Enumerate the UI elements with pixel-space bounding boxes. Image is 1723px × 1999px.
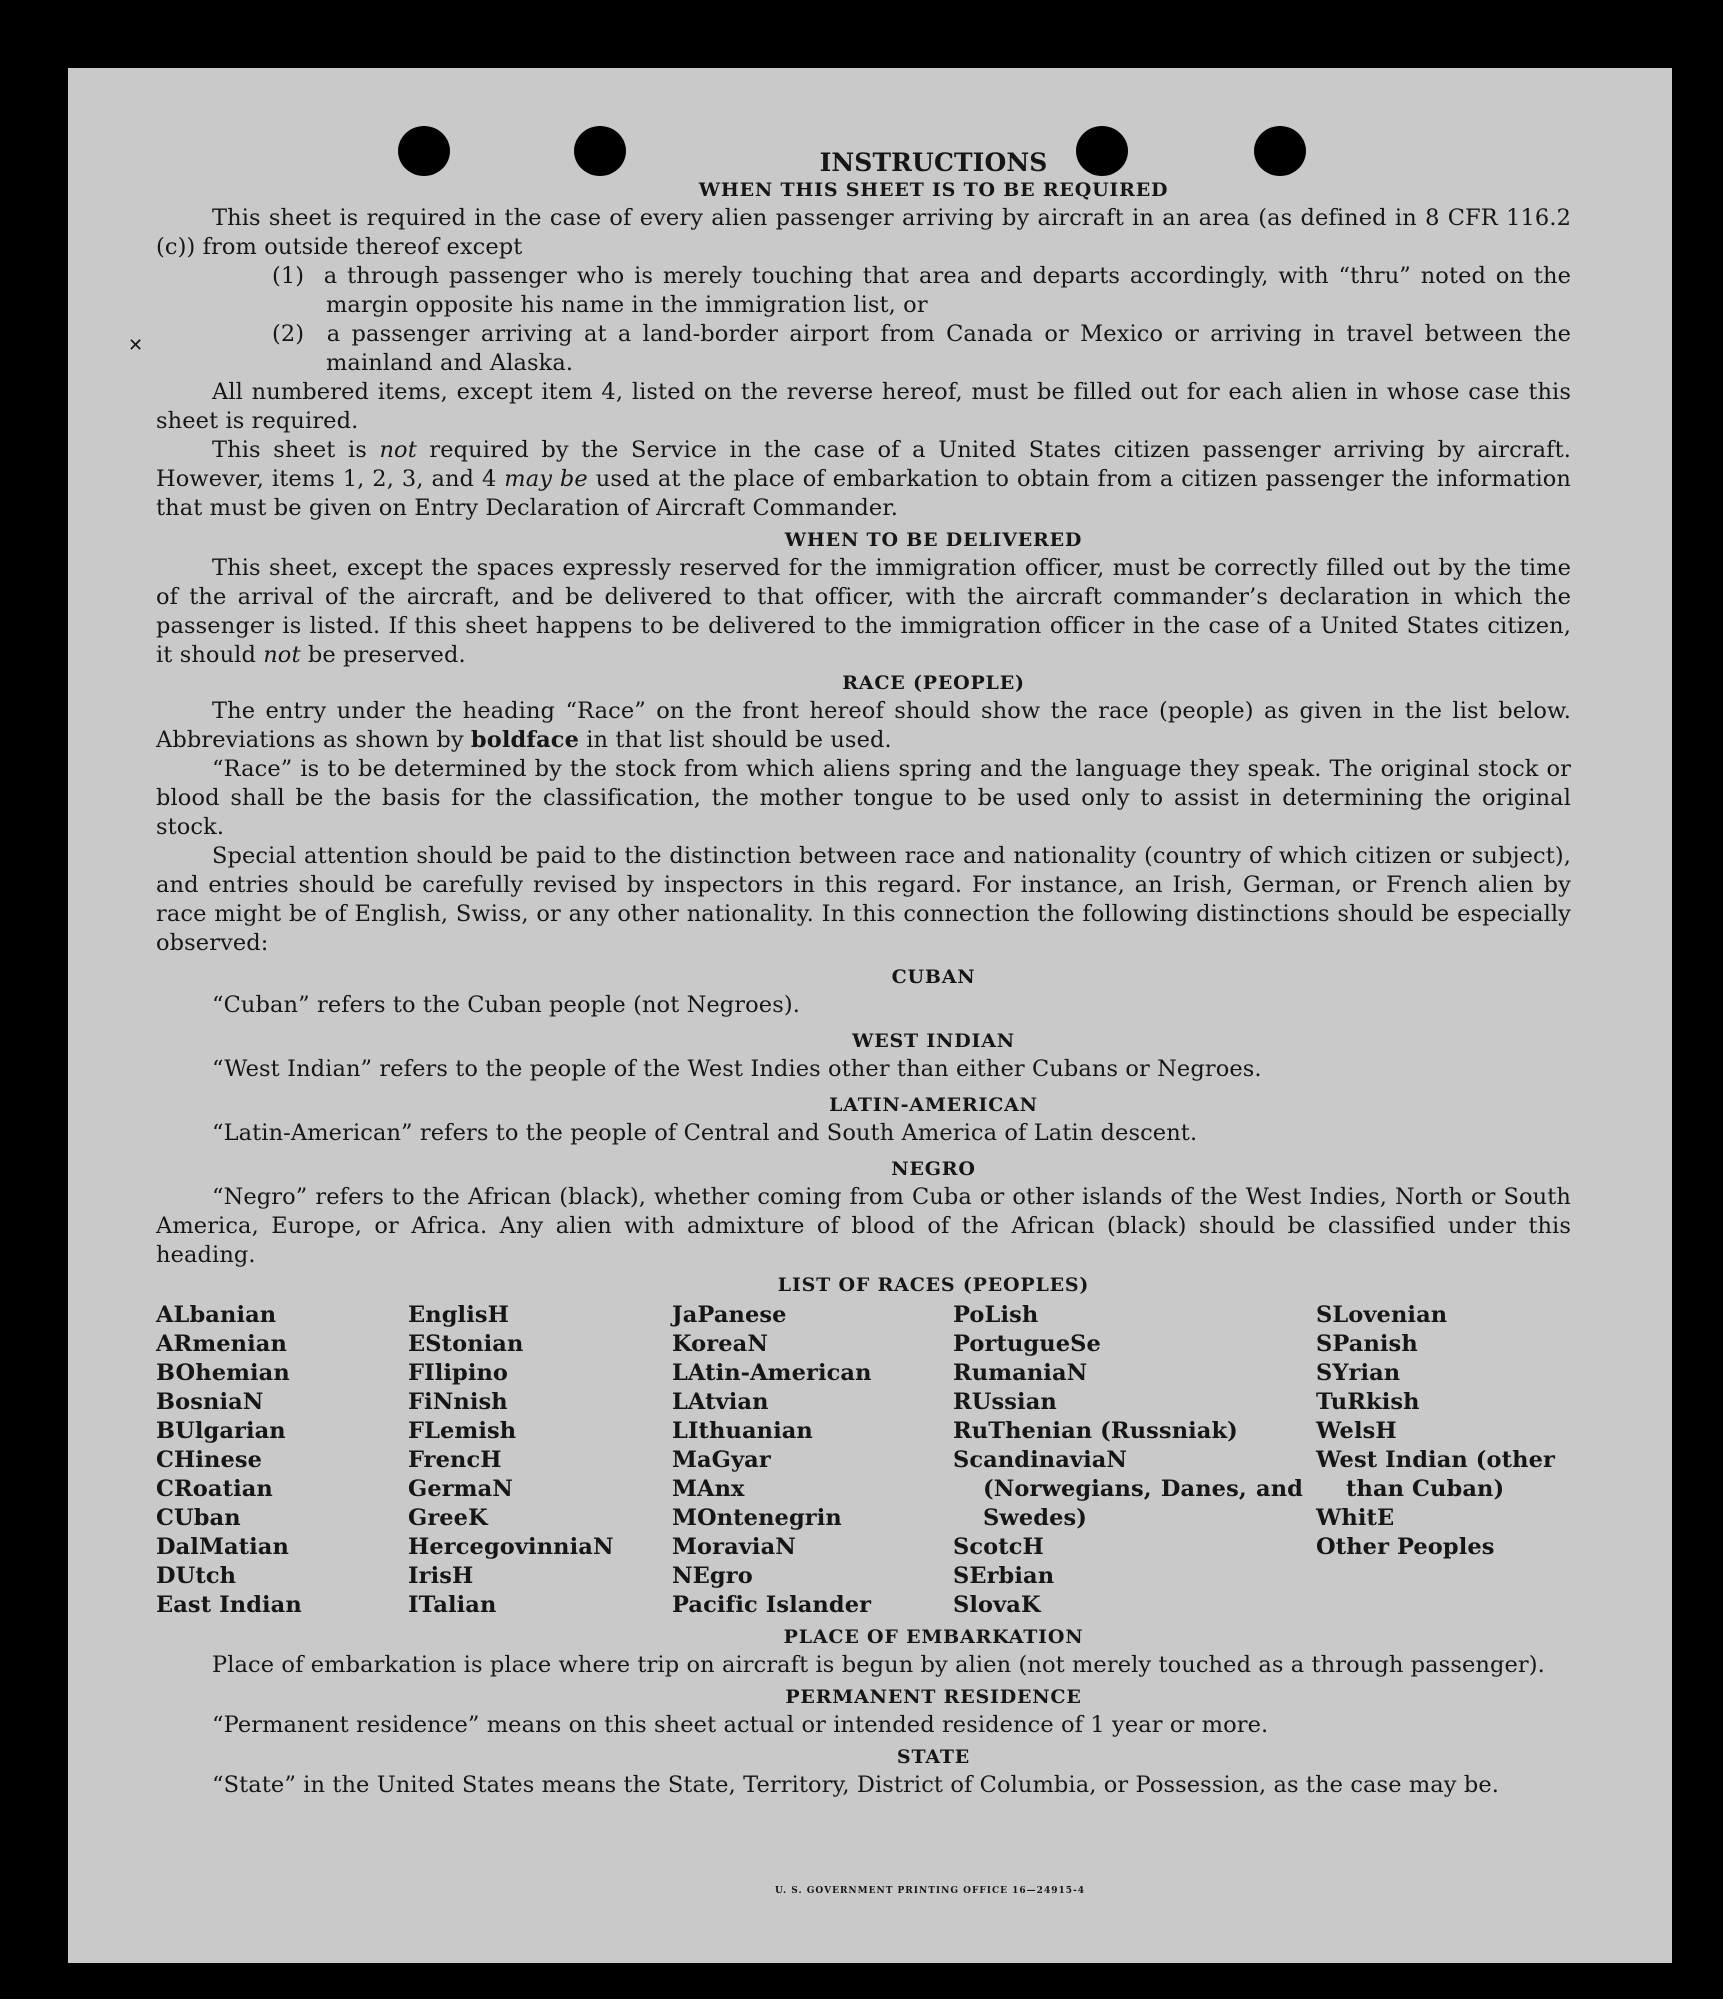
race-item: KoreaN [672, 1331, 768, 1357]
race-item: IrisH [408, 1563, 474, 1589]
race-item: TuRkish [1316, 1389, 1420, 1415]
race-item: PortugueSe [953, 1331, 1101, 1357]
citizen-text-2: required by the Service in the case of a United States citizen passenger arriving by aircraft. However, items 1, 2, 3, and 4 [156, 437, 1571, 492]
race-item: ARmenian [156, 1331, 287, 1357]
heading-list-of-races: LIST OF RACES (PEOPLES) [777, 1274, 1090, 1296]
race-item: RumaniaN [953, 1360, 1088, 1386]
race-item: WhitE [1316, 1505, 1395, 1531]
paragraph-race-1 [156, 697, 1571, 755]
race-item: SYrian [1316, 1360, 1401, 1386]
race-item: SErbian [953, 1563, 1055, 1589]
race-item: ScotcH [953, 1534, 1044, 1560]
race-item: BosniaN [156, 1389, 264, 1415]
paragraph-citizen [156, 436, 1571, 523]
exception-2-number: (2) [272, 321, 305, 347]
heading-permanent-residence: PERMANENT RESIDENCE [785, 1686, 1082, 1708]
exception-2 [156, 320, 1571, 378]
race-item: ScandinaviaN (Norwegians, Danes, and Swedes) [953, 1447, 1303, 1531]
race-item: FiNnish [408, 1389, 508, 1415]
paragraph-delivered [156, 554, 1571, 670]
race-item: GermaN [408, 1476, 513, 1502]
race-item: East Indian [156, 1592, 302, 1618]
race-item: ITalian [408, 1592, 497, 1618]
race-item: FrencH [408, 1447, 502, 1473]
race-column-1 [156, 1301, 408, 1620]
paragraph-state: “State” in the United States means the State, Territory, District of Columbia, or Possession, as the case may be. [212, 1772, 1500, 1798]
race-item: MoraviaN [672, 1534, 796, 1560]
heading-when-delivered: WHEN TO BE DELIVERED [784, 529, 1083, 551]
race-item: SPanish [1316, 1331, 1418, 1357]
race-text-1a: The entry under the heading “Race” on the front hereof should show the race (people) as given in the list below. Abbreviations as shown by [156, 698, 1571, 753]
instructions-body [156, 148, 1571, 1800]
margin-mark-icon: ✕ [128, 335, 144, 356]
heading-race: RACE (PEOPLE) [842, 672, 1025, 694]
paragraph-embarkation: Place of embarkation is place where trip on aircraft is begun by alien (not merely touched as a through passenger). [212, 1652, 1545, 1678]
race-item: LIthuanian [672, 1418, 813, 1444]
race-item: West Indian (other than Cuban) [1316, 1447, 1555, 1502]
heading-state: STATE [896, 1746, 971, 1768]
heading-when-required: WHEN THIS SHEET IS TO BE REQUIRED [698, 179, 1169, 201]
paragraph-negro: “Negro” refers to the African (black), whether coming from Cuba or other islands of the West Indies, North or South America, Europe, or Africa. Any alien with admixture of blood of the African (black) should be classified under this heading. [156, 1184, 1571, 1268]
race-text-1c: in that list should be used. [578, 727, 892, 753]
race-item: CHinese [156, 1447, 263, 1473]
race-item: NEgro [672, 1563, 753, 1589]
race-column-3 [672, 1301, 953, 1620]
delivered-text-2: be preserved. [300, 642, 466, 668]
race-item: WelsH [1316, 1418, 1397, 1444]
race-column-2 [408, 1301, 672, 1620]
race-item: SLovenian [1316, 1302, 1448, 1328]
delivered-emphasis-not: not [263, 642, 301, 668]
race-item: RuThenian (Russniak) [953, 1418, 1238, 1444]
race-column-5 [1316, 1301, 1571, 1620]
race-item: ALbanian [156, 1302, 277, 1328]
paragraph-when-required: This sheet is required in the case of every alien passenger arriving by aircraft in an area (as defined in 8 CFR 116.2 (c)) from outside thereof except [156, 205, 1571, 260]
page-title: INSTRUCTIONS [819, 148, 1048, 177]
delivered-text-1: This sheet, except the spaces expressly reserved for the immigration officer, must be correctly filled out by the time of the arrival of the aircraft, and be delivered to that officer, with the aircraft commander’s declaration in which the passenger is listed. If this sheet happens to be delivered to the immigration officer in the case of a United States citizen, it should [156, 555, 1571, 668]
printing-office-footer: U. S. GOVERNMENT PRINTING OFFICE 16—24915-4 [775, 1886, 1085, 1896]
race-item: DalMatian [156, 1534, 289, 1560]
race-item: FIlipino [408, 1360, 509, 1386]
race-item: MAnx [672, 1476, 745, 1502]
race-item: GreeK [408, 1505, 488, 1531]
heading-negro: NEGRO [891, 1158, 976, 1180]
exception-2-text: a passenger arriving at a land-border airport from Canada or Mexico or arriving in travel between the mainland and Alaska. [326, 321, 1571, 376]
paragraph-residence: “Permanent residence” means on this sheet actual or intended residence of 1 year or more. [212, 1712, 1269, 1738]
race-item: DUtch [156, 1563, 237, 1589]
exception-1-number: (1) [272, 263, 305, 289]
race-item: LAtin-American [672, 1360, 872, 1386]
paragraph-latin-american: “Latin-American” refers to the people of Central and South America of Latin descent. [212, 1120, 1198, 1146]
citizen-text-3: used at the place of embarkation to obtain from a citizen passenger the information that must be given on Entry Declaration of Aircraft Commander. [156, 466, 1572, 521]
race-item: HercegovinniaN [408, 1534, 614, 1560]
race-item: EnglisH [408, 1302, 509, 1328]
race-item: EStonian [408, 1331, 524, 1357]
paragraph-race-3: Special attention should be paid to the distinction between race and nationality (country of which citizen or subject), and entries should be carefully revised by inspectors in this regard. For instance, an Irish, German, or French alien by race might be of English, Swiss, or any other nationality. In this connection the following distinctions should be especially observed: [156, 843, 1571, 956]
heading-place-of-embarkation: PLACE OF EMBARKATION [783, 1626, 1084, 1648]
race-item: CUban [156, 1505, 241, 1531]
race-item: JaPanese [672, 1302, 787, 1328]
race-column-4 [953, 1301, 1316, 1620]
race-item: SlovaK [953, 1592, 1041, 1618]
paragraph-cuban: “Cuban” refers to the Cuban people (not Negroes). [212, 992, 800, 1018]
heading-cuban: CUBAN [891, 966, 976, 988]
race-item: PoLish [953, 1302, 1039, 1328]
document-sheet [68, 68, 1672, 1963]
race-item: BUlgarian [156, 1418, 286, 1444]
race-item: MaGyar [672, 1447, 771, 1473]
exception-1-text: a through passenger who is merely touching that area and departs accordingly, with “thru” noted on the margin opposite his name in the immigration list, or [323, 263, 1571, 318]
heading-west-indian: WEST INDIAN [852, 1030, 1015, 1052]
race-item: BOhemian [156, 1360, 290, 1386]
citizen-emphasis-may: may be [504, 466, 588, 492]
race-item: FLemish [408, 1418, 517, 1444]
race-item: LAtvian [672, 1389, 769, 1415]
citizen-text-1: This sheet is [212, 437, 380, 463]
citizen-emphasis-not: not [379, 437, 417, 463]
race-item: Other Peoples [1316, 1534, 1495, 1560]
exception-1 [156, 262, 1571, 320]
race-item: Pacific Islander [672, 1592, 872, 1618]
race-item: RUssian [953, 1389, 1057, 1415]
paragraph-race-2: “Race” is to be determined by the stock from which aliens spring and the language they speak. The original stock or blood shall be the basis for the classification, the mother tongue to be used only to assist in determining the original stock. [156, 756, 1571, 840]
race-list [156, 1301, 1571, 1620]
race-item: MOntenegrin [672, 1505, 842, 1531]
heading-latin-american: LATIN-AMERICAN [829, 1094, 1038, 1116]
paragraph-west-indian: “West Indian” refers to the people of the West Indies other than either Cubans or Negroes. [212, 1056, 1262, 1082]
race-item: CRoatian [156, 1476, 273, 1502]
paragraph-numbered-items: All numbered items, except item 4, listed on the reverse hereof, must be filled out for each alien in whose case this sheet is required. [156, 379, 1571, 434]
race-text-boldface: boldface [470, 727, 579, 753]
